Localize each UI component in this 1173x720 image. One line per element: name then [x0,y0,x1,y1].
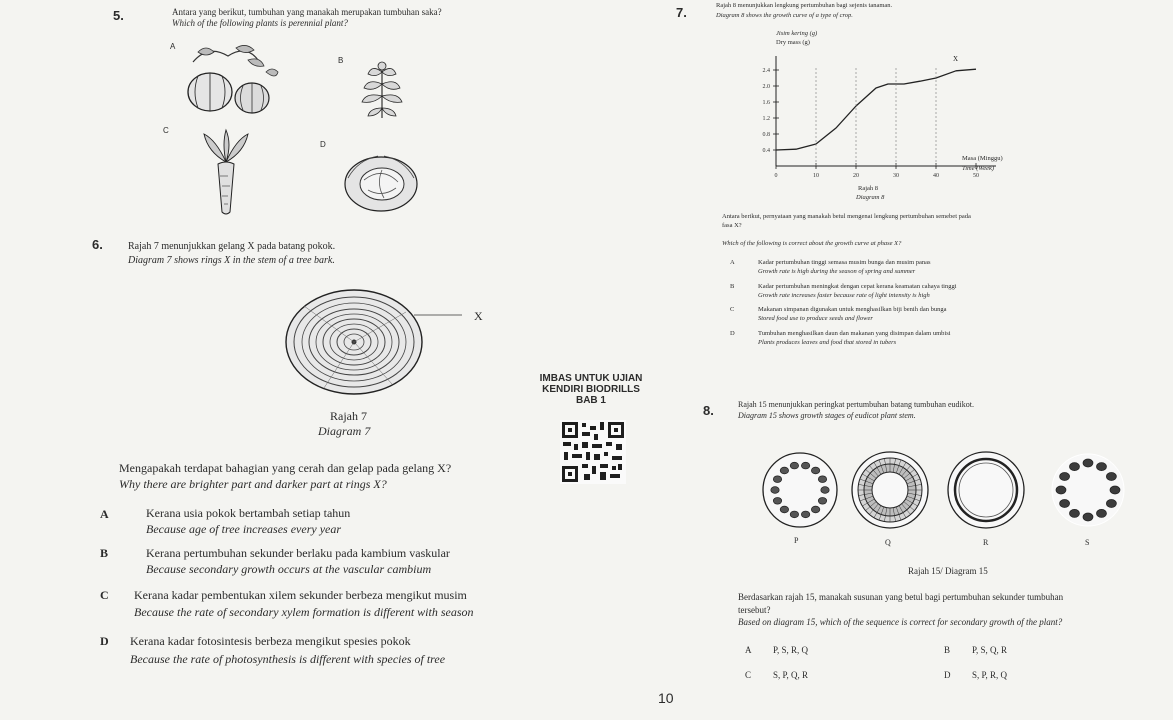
q8-stage-q: Q [885,538,891,547]
q7-ylabel-english: Dry mass (g) [776,39,810,46]
q6-english: Diagram 7 shows rings X in the stem of a tree bark. [128,255,335,266]
x-tick-label: 40 [933,173,939,179]
stem-section-r [946,450,1026,530]
q8-question-malay-2: tersebut? [738,605,771,615]
page-number: 10 [658,690,674,706]
vascular-bundle [818,497,826,504]
q7-english-top: Diagram 8 shows the growth curve of a type of crop. [716,12,853,19]
q7-option-a-english: Growth rate is high during the season of spring and summer [758,268,916,275]
q8-option-a-letter: A [745,645,752,655]
q7-option-b-letter: B [730,283,735,290]
q6-option-d-letter: D [100,634,109,648]
q7-question-english: Which of the following is correct about the growth curve at phase X? [722,240,902,247]
imbas-line3: BAB 1 [575,395,606,406]
ring-x-pointer [414,310,464,320]
vascular-bundle [780,467,788,474]
q5-label-c: C [163,126,169,135]
stem-section-p [758,450,842,530]
q8-option-c-text: S, P, Q, R [773,670,809,680]
stem-section-s [1048,452,1128,528]
y-tick-label: 0.4 [762,148,770,154]
vascular-bundle [801,511,809,518]
vascular-bundle [771,487,779,494]
q6-option-d-english: Because the rate of photosynthesis is different with species of tree [130,652,446,666]
vascular-bundle [790,462,798,469]
vascular-bundle [818,476,826,483]
q8-english: Diagram 15 shows growth stages of eudicot plant stem. [738,411,916,420]
q7-question-malay-2: fasa X? [722,222,742,229]
q6-number: 6. [92,237,103,252]
vascular-bundle [811,506,819,513]
vascular-bundle [1060,500,1070,508]
q5-number: 5. [113,8,124,23]
y-tick-label: 1.2 [762,116,770,122]
q8-option-d-text: S, P, R, Q [972,670,1008,680]
vascular-bundle [801,462,809,469]
q7-option-b-english: Growth rate increases faster because rate of light intensity is high [758,292,930,299]
x-tick-label: 30 [893,173,899,179]
q6-option-a-malay: Kerana usia pokok bertambah setiap tahun [146,506,351,520]
carrot-plant-illustration [196,128,256,216]
q6-option-c-malay: Kerana kadar pembentukan xilem sekunder berbeza mengikut musim [134,588,467,602]
q7-option-d-english: Plants produces leaves and food that stored in tubers [758,339,897,346]
q6-question-english: Why there are brighter part and darker part at rings X? [119,477,387,491]
q7-caption-malay: Rajah 8 [858,185,879,192]
q7-number: 7. [676,5,687,20]
imbas-block [538,373,644,406]
x-tick-label: 10 [813,173,819,179]
q6-label-x: X [474,309,483,323]
q6-caption-malay: Rajah 7 [330,409,367,423]
q7-option-a-malay: Kadar pertumbuhan tinggi semasa musim bunga dan musim panas [758,259,931,266]
vascular-bundle [1070,463,1080,471]
vascular-bundle [1097,463,1107,471]
q5-label-d: D [320,140,326,149]
y-tick-label: 2.4 [762,68,770,74]
q6-option-b-english: Because secondary growth occurs at the vascular cambium [146,562,432,576]
q6-question-malay: Mengapakah terdapat bahagian yang cerah dan gelap pada gelang X? [119,461,452,475]
q8-number: 8. [703,403,714,418]
imbas-line1: IMBAS UNTUK UJIAN [539,373,643,384]
q6-option-a-letter: A [100,507,109,521]
y-tick-label: 0.8 [762,132,770,138]
vascular-bundle [1097,509,1107,517]
q8-stage-p: P [794,536,799,545]
qr-code[interactable] [560,420,626,484]
q7-option-c-english: Stored food use to produce seeds and flower [758,315,873,322]
q8-malay: Rajah 15 menunjukkan peringkat pertumbuhan batang tumbuhan eudikot. [738,400,974,409]
y-tick-label: 2.0 [762,84,770,90]
q7-option-a-letter: A [730,259,735,266]
q7-option-c-malay: Makanan simpanan digunakan untuk menghasilkan biji benih dan bunga [758,306,947,313]
q7-malay-top: Rajah 8 menunjukkan lengkung pertumbuhan bagi sejenis tanaman. [716,2,893,9]
q7-xlabel-english: Time (Week) [962,165,995,172]
vascular-bundle [780,506,788,513]
q5-label-b: B [338,56,344,65]
q6-option-c-english: Because the rate of secondary xylem formation is different with season [134,605,474,619]
q6-option-d-malay: Kerana kadar fotosintesis berbeza mengikut spesies pokok [130,634,411,648]
y-tick-label: 1.6 [762,100,770,106]
vascular-bundle [1056,486,1066,494]
pumpkin-plant-illustration [178,42,288,122]
vascular-bundle [1070,509,1080,517]
q6-option-b-letter: B [100,546,109,560]
q7-option-d-letter: D [730,330,735,337]
vascular-bundle [1083,459,1093,467]
q8-question-malay-1: Berdasarkan rajah 15, manakah susunan yang betul bagi pertumbuhan sekunder tumbuhan [738,592,1064,602]
q6-caption-english: Diagram 7 [318,424,371,438]
chart-annotation-x: X [953,55,959,64]
q8-option-b-text: P, S, Q, R [972,645,1008,655]
q8-option-c-letter: C [745,670,752,680]
q8-question-english: Based on diagram 15, which of the sequence is correct for secondary growth of the plant? [738,617,1063,627]
herb-plant-illustration [352,60,412,120]
x-tick-label: 0 [774,173,778,179]
vascular-bundle [1060,473,1070,481]
q7-option-b-malay: Kadar pertumbuhan meningkat dengan cepat kerana keamatan cahaya tinggi [758,283,957,290]
q7-xlabel-malay: Masa (Minggu) [962,155,1003,162]
tree-rings-illustration [284,288,424,396]
vascular-bundle [1083,513,1093,521]
vascular-bundle [773,497,781,504]
cabbage-plant-illustration [342,150,420,214]
q6-option-c-letter: C [100,588,109,602]
q7-option-c-letter: C [730,306,735,313]
x-tick-label: 20 [853,173,859,179]
q8-option-b-letter: B [944,645,951,655]
vascular-bundle [1106,500,1116,508]
vascular-bundle [821,487,829,494]
q8-option-d-letter: D [944,670,951,680]
q5-label-a: A [170,42,176,51]
growth-curve-line [776,69,976,150]
q8-caption: Rajah 15/ Diagram 15 [908,566,988,576]
vascular-bundle [811,467,819,474]
q7-option-d-malay: Tumbuhan menghasilkan daun dan makanan yang disimpan dalam umbisi [758,330,951,337]
vascular-bundle [1106,473,1116,481]
stem-section-q [848,450,932,530]
q6-option-b-malay: Kerana pertumbuhan sekunder berlaku pada kambium vaskular [146,546,450,560]
q7-ylabel-malay: Jisim kering (g) [776,30,818,37]
q5-english: Which of the following plants is perennial plant? [172,18,348,28]
vascular-bundle [790,511,798,518]
q6-malay: Rajah 7 menunjukkan gelang X pada batang pokok. [128,241,336,252]
q8-option-a-text: P, S, R, Q [773,645,809,655]
q5-malay: Antara yang berikut, tumbuhan yang manakah merupakan tumbuhan saka? [172,7,442,17]
vascular-bundle [1110,486,1120,494]
q8-stage-s: S [1085,538,1090,547]
imbas-line2: KENDIRI BIODRILLS [542,384,640,395]
q6-option-a-english: Because age of tree increases every year [146,522,342,536]
q7-caption-english: Diagram 8 [856,194,885,201]
x-tick-label: 50 [973,173,979,179]
q7-question-malay-1: Antara berikut, pernyataan yang manakah betul mengenai lengkung pertumbuhan semebet pada [722,213,971,220]
q8-stage-r: R [983,538,989,547]
vascular-bundle [773,476,781,483]
